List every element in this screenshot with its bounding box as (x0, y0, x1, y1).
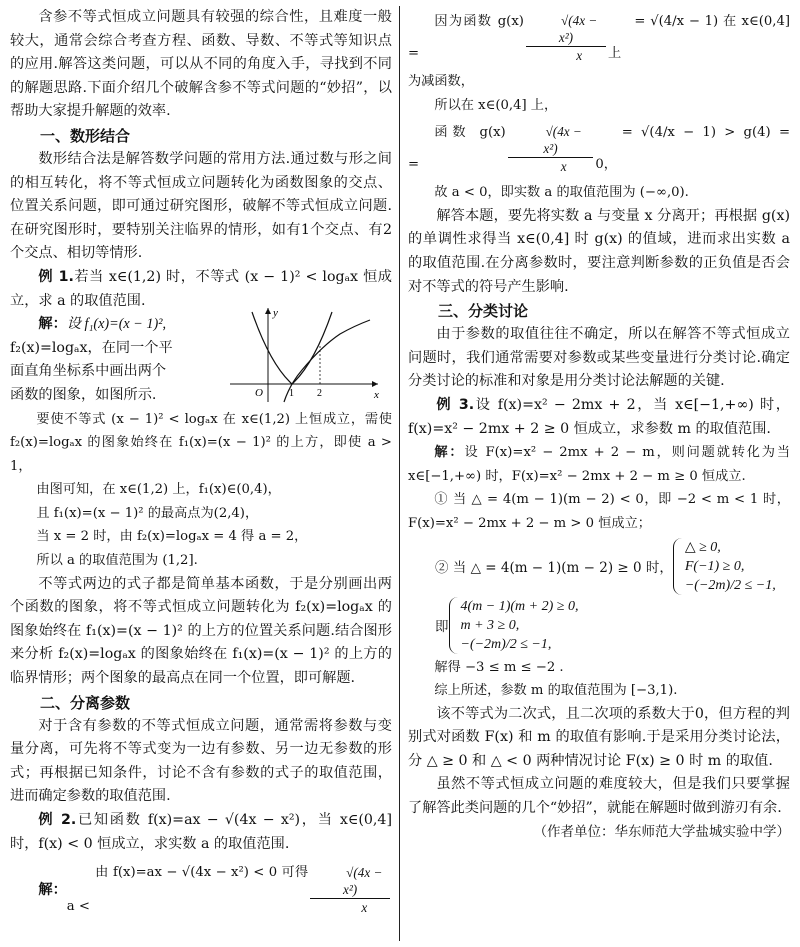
solution1-step-g: 且 f₁(x)=(x − 1)² 的最高点为(2,4)， (36, 505, 259, 521)
column-divider (399, 6, 400, 941)
solution1-line2: f₂(x)=logₐx，在同一个平 (10, 339, 173, 356)
example3-label: 例 3. (436, 396, 475, 413)
right-line3: 所以在 x∈(0,4] 上， (434, 97, 558, 113)
tick-label-2: 2 (317, 388, 322, 399)
section3-summary: 该不等式为二次式，且二次项的系数大于0，但方程的判别式对函数 F(x) 和 m 的取值有影响.于是采用分类讨论法，分 △ ≥ 0 和 △ < 0 两种情况讨论 F(x) ≥ 0 时 m 的取值. (408, 705, 790, 769)
g-fraction-2-numerator: √(4x − x²) (508, 123, 594, 158)
right-line2: 为减函数， (408, 74, 474, 89)
example3-text: 设 f(x)=x² − 2mx + 2，当 x∈[−1,+∞) 时，f(x)=x² − 2mx + 2 ≥ 0 恒成立，求参数 m 的取值范围. (408, 396, 790, 437)
solution1-step-h: 当 x = 2 时，由 f₂(x)=logₐx = 4 得 a = 2， (36, 529, 308, 545)
fraction-denominator: x (361, 900, 368, 916)
solution1-line3: 面直角坐标系中画出两个 (10, 363, 167, 380)
g-fraction-2-denominator: x (560, 159, 567, 175)
case2-brace (673, 538, 776, 595)
section3-paragraph: 由于参数的取值往往不确定，所以在解答不等式恒成立问题时，我们通常需要对参数或某些变量进行分类讨论.确定分类讨论的标准和对象是用分类讨论法解题的关键. (408, 326, 790, 390)
right-line5: 故 a < 0，即实数 a 的取值范围为 (−∞,0). (434, 185, 689, 201)
solution3-answer: 综上所述，参数 m 的取值范围为 [−3,1). (434, 683, 678, 699)
log-curve (284, 320, 370, 402)
example2-text: 已知函数 f(x)=ax − √(4x − x²)，当 x∈(0,4] 时，f(x) < 0 恒成立，求实数 a 的取值范围. (10, 812, 392, 852)
author-credit: （作者单位：华东师范大学盐城实验中学） (533, 823, 790, 840)
fraction-numerator: √(4x − x²) (310, 864, 390, 899)
section-heading-2: 二、分离参数 (40, 693, 131, 712)
section1-paragraph: 数形结合法是解答数学问题的常用方法.通过数与形之间的相互转化，将不等式恒成立问题转化为函数图象的交点、位置关系问题，即可通过研究图形，破解不等式恒成立问题.在研究图形时，要特别关注临界的情形，如有1个交点、有2个交点、相切等情形. (10, 150, 392, 262)
right-column (408, 6, 790, 943)
ji-brace (449, 597, 579, 654)
right-line1 (408, 6, 790, 70)
solution3-intro (408, 441, 790, 488)
example1-label: 例 1. (38, 268, 74, 285)
section-heading-1: 一、数形结合 (40, 126, 131, 145)
solution3-label: 解： (434, 445, 465, 461)
x-axis-label: x (374, 389, 379, 401)
example2-label: 例 2. (38, 812, 77, 828)
case2-block (408, 538, 790, 595)
solution1-answer: 所以 a 的取值范围为 (1,2]. (36, 553, 198, 569)
example3 (408, 394, 790, 441)
solution3-text: 设 F(x)=x² − 2mx + 2 − m，则问题就转化为当 x∈[−1,+∞) 时，F(x)=x² − 2mx + 2 − m ≥ 0 恒成立. (408, 445, 791, 484)
case2-brace-bar (673, 538, 682, 595)
ji-brace-bar (449, 597, 458, 654)
section1-summary: 不等式两边的式子都是简单基本函数，于是分别画出两个函数的图象，将不等式恒成立问题转化为 f₂(x)=logₐx 的图象始终在 f₁(x)=(x − 1)² 的上方的位置关系问题.结合图形来分析 f₂(x)=logₐx 的图象始终在 f₁(x)=(x − 1)² 的上方的临界情形；两个图象的最高点在同一个位置，即可解题. (10, 575, 392, 687)
case2-conditions (685, 538, 776, 595)
section2-summary: 解答本题，要先将实数 a 与变量 x 分离开；再根据 g(x) 的单调性求得当 x∈(0,4] 时 g(x) 的值域，进而求出实数 a 的取值范围.在分离参数时，要注意判断参数的正负值是否会对不等式的符号产生影响. (408, 207, 790, 295)
solution2-line (10, 856, 392, 924)
ji-condition-3: −(−2m)/2 ≤ −1, (460, 636, 552, 652)
g-fraction-2 (508, 123, 594, 175)
g-fraction-numerator: √(4x − x²) (526, 12, 606, 47)
case1: ① 当 △ = 4(m − 1)(m − 2) < 0，即 −2 < m < 1 时，F(x)=x² − 2mx + 2 − m > 0 恒成立； (408, 492, 790, 531)
graph-svg (222, 304, 384, 404)
case2-text: ② 当 △ = 4(m − 1)(m − 2) ≥ 0 时， (435, 560, 673, 576)
case2-condition-1: △ ≥ 0, (684, 539, 721, 555)
solution2-label: 解： (38, 882, 67, 899)
example2 (10, 809, 392, 856)
ji-conditions (461, 597, 579, 654)
ji-condition-1: 4(m − 1)(m + 2) ≥ 0, (460, 598, 579, 614)
intro-paragraph: 含参不等式恒成立问题具有较强的综合性，且难度一般较大，通常会综合考查方程、函数、导数、不等式等知识点的应用.解答这类问题，可以从不同的角度入手，寻找到不同的解题思路.下面介绍几个破解含参不等式问题的“妙招”，以帮助大家提升解题的效率. (10, 9, 392, 120)
solution2-text: 由 f(x)=ax − √(4x − x²) < 0 可得 a < (66, 865, 309, 915)
solution1-line1 (10, 313, 215, 337)
case2-condition-3: −(−2m)/2 ≤ −1, (684, 577, 776, 593)
solution1-line4: 函数的图象，如图所示. (10, 386, 157, 403)
function-graph (222, 304, 384, 404)
y-axis-arrow (265, 308, 271, 314)
solution1-label: 解： (38, 316, 67, 333)
ji-block (408, 597, 790, 654)
solution2-fraction (310, 864, 390, 916)
case2-condition-2: F(−1) ≥ 0, (684, 558, 745, 574)
y-axis-label: y (273, 307, 278, 319)
left-column (10, 6, 392, 943)
right-line4-text: 函数 g(x) = (408, 125, 506, 173)
section-heading-3: 三、分类讨论 (438, 302, 529, 321)
solution1-reasoning: 要使不等式 (x − 1)² < logₐx 在 x∈(1,2) 上恒成立，需使 f₂(x)=logₐx 的图象始终在 f₁(x)=(x − 1)² 的上方，即使 a > 1， (10, 411, 392, 474)
solution3-solve: 解得 −3 ≤ m ≤ −2 . (434, 659, 564, 675)
right-line4 (408, 117, 790, 181)
ji-text: 即 (435, 619, 449, 635)
right-line1-tail: = √(4/x − 1) 在 x∈(0,4] 上 (608, 14, 790, 61)
section2-paragraph: 对于含有参数的不等式恒成立问题，通常需将参数与变量分离，可先将不等式变为一边有参数、另一边无参数的形式；再根据已知条件，讨论不含有参数的式子的取值范围，进而确定参数的取值范围. (10, 717, 392, 805)
right-line4-tail: = √(4/x − 1) > g(4) = 0， (595, 125, 790, 173)
right-line1-text: 因为函数 g(x) = (408, 14, 524, 61)
x-axis-arrow (372, 381, 378, 387)
origin-label: O (255, 387, 263, 399)
solution1-text-a: 设 f₁(x)=(x − 1)², (66, 316, 167, 333)
solution1-step-f: 由图可知，在 x∈(1,2) 上，f₁(x)∈(0,4)， (36, 482, 281, 498)
conclusion-paragraph: 虽然不等式恒成立问题的难度较大，但是我们只要掌握了解答此类问题的几个“妙招”，就能在解题时做到游刃有余. (408, 776, 790, 817)
g-fraction (526, 12, 606, 64)
example1-text: 若当 x∈(1,2) 时，不等式 (x − 1)² < logₐx 恒成立，求 a 的取值范围. (10, 268, 392, 309)
g-fraction-denominator: x (576, 48, 583, 63)
tick-label-1: 1 (289, 388, 294, 399)
ji-condition-2: m + 3 ≥ 0, (460, 617, 520, 633)
